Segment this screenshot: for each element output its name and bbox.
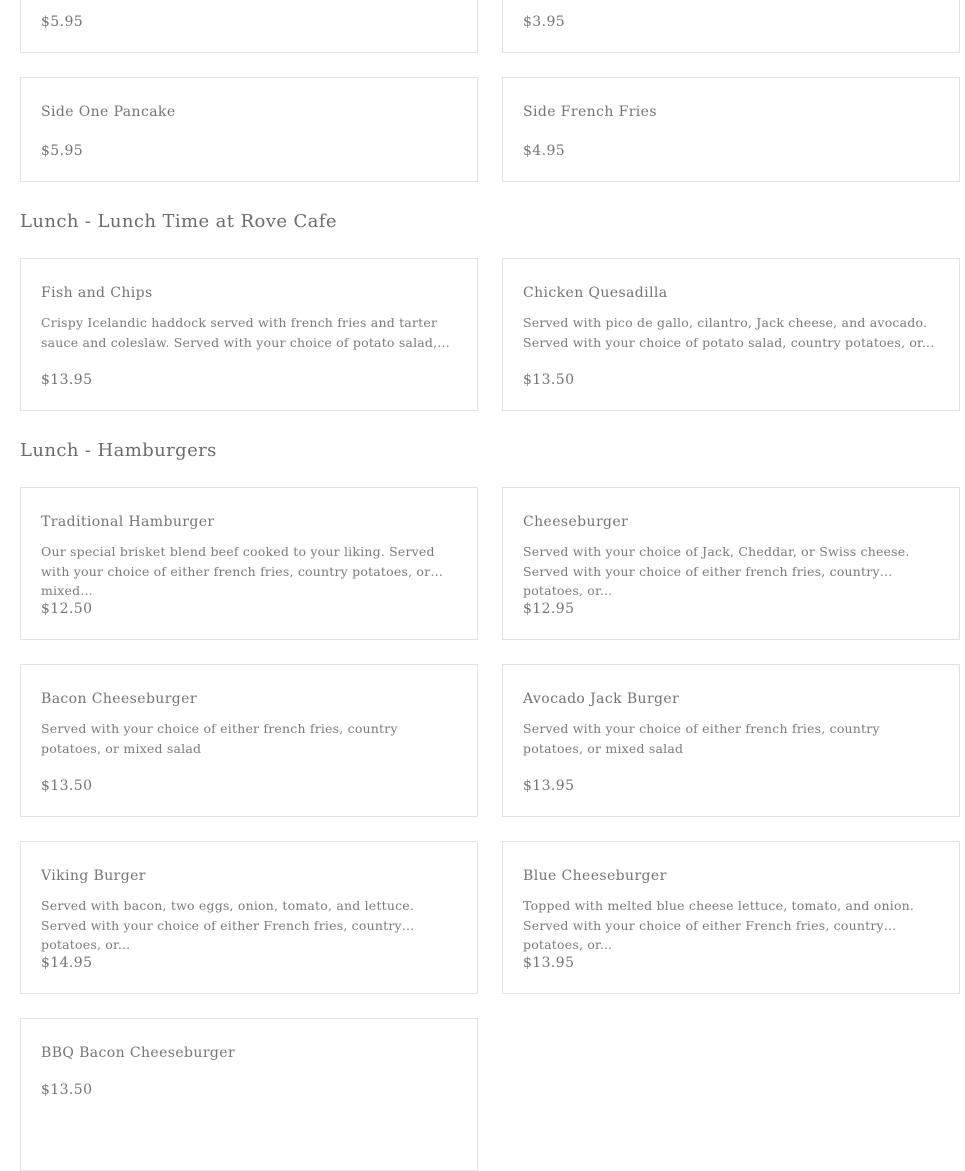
menu-item-name: Fish and Chips <box>41 285 153 301</box>
menu-item-name: Chicken Quesadilla <box>523 285 668 301</box>
menu-item-name: BBQ Bacon Cheeseburger <box>41 1045 236 1061</box>
menu-item-name: Blue Cheeseburger <box>523 868 667 884</box>
menu-item-card[interactable] <box>20 841 478 994</box>
menu-grid-hamburgers <box>20 487 960 640</box>
menu-item-card[interactable] <box>20 0 478 53</box>
menu-grid-hamburgers-4 <box>20 1018 960 1171</box>
menu-item-card[interactable] <box>502 77 960 182</box>
menu-grid-top-2 <box>20 77 960 182</box>
menu-item-description: Our special brisket blend beef cooked to your liking. Served with your choice of either french fries, country potatoes, or mixed... <box>41 544 435 598</box>
menu-item-description: Served with your choice of Jack, Cheddar, or Swiss cheese. Served with your choice of either french fries, country potatoes, or... <box>523 544 910 598</box>
menu-item-name: Avocado Jack Burger <box>523 691 680 707</box>
menu-item-card[interactable] <box>502 0 960 53</box>
menu-item-price: $5.95 <box>41 143 84 159</box>
menu-grid-hamburgers-2 <box>20 664 960 817</box>
menu-item-name: Side One Pancake <box>41 104 176 120</box>
menu-item-card[interactable] <box>20 664 478 817</box>
menu-item-description: Served with your choice of either french fries, country potatoes, or mixed salad <box>523 721 880 756</box>
menu-item-card[interactable] <box>502 841 960 994</box>
menu-item-price: $4.95 <box>523 143 566 159</box>
menu-item-price: $12.50 <box>41 601 93 617</box>
menu-item-price: $13.95 <box>523 955 575 971</box>
menu-item-price: $13.50 <box>41 1082 93 1098</box>
menu-item-price: $13.95 <box>41 372 93 388</box>
menu-item-card[interactable] <box>20 487 478 640</box>
menu-item-card[interactable] <box>502 258 960 411</box>
menu-item-price: $3.95 <box>523 14 566 30</box>
menu-item-description: Crispy Icelandic haddock served with french fries and tarter sauce and coleslaw. Served with your choice of potato salad,... <box>41 315 450 350</box>
menu-grid-hamburgers-3 <box>20 841 960 994</box>
menu-item-description: Topped with melted blue cheese lettuce, tomato, and onion. Served with your choice of either French fries, country potatoes, or... <box>523 898 915 952</box>
menu-item-card[interactable] <box>20 77 478 182</box>
menu-item-name: Cheeseburger <box>523 514 629 530</box>
menu-item-price: $13.50 <box>41 778 93 794</box>
menu-item-price: $12.95 <box>523 601 575 617</box>
menu-item-description <box>41 1073 459 1112</box>
section-title: Lunch - Hamburgers <box>20 440 217 461</box>
menu-item-name: Side French Fries <box>523 104 657 120</box>
menu-item-description: Served with pico de gallo, cilantro, Jack cheese, and avocado. Served with your choice of potato salad, country potatoes, or... <box>523 315 935 350</box>
menu-grid-top <box>20 0 960 53</box>
menu-item-card[interactable] <box>20 1018 478 1171</box>
menu-item-card[interactable] <box>20 258 478 411</box>
menu-item-description: Served with bacon, two eggs, onion, tomato, and lettuce. Served with your choice of either French fries, country potatoes, or... <box>41 898 415 952</box>
menu-item-price: $13.50 <box>523 372 575 388</box>
menu-item-card[interactable] <box>502 664 960 817</box>
menu-grid-lunch <box>20 258 960 411</box>
menu-item-price: $14.95 <box>41 955 93 971</box>
section-title: Lunch - Lunch Time at Rove Cafe <box>20 211 337 232</box>
menu-item-name: Viking Burger <box>41 868 146 884</box>
menu-item-card[interactable] <box>502 487 960 640</box>
menu-item-price: $13.95 <box>523 778 575 794</box>
menu-item-name: Bacon Cheeseburger <box>41 691 197 707</box>
menu-item-name: Traditional Hamburger <box>41 514 215 530</box>
menu-item-price: $5.95 <box>41 14 84 30</box>
menu-item-description: Served with your choice of either french fries, country potatoes, or mixed salad <box>41 721 398 756</box>
